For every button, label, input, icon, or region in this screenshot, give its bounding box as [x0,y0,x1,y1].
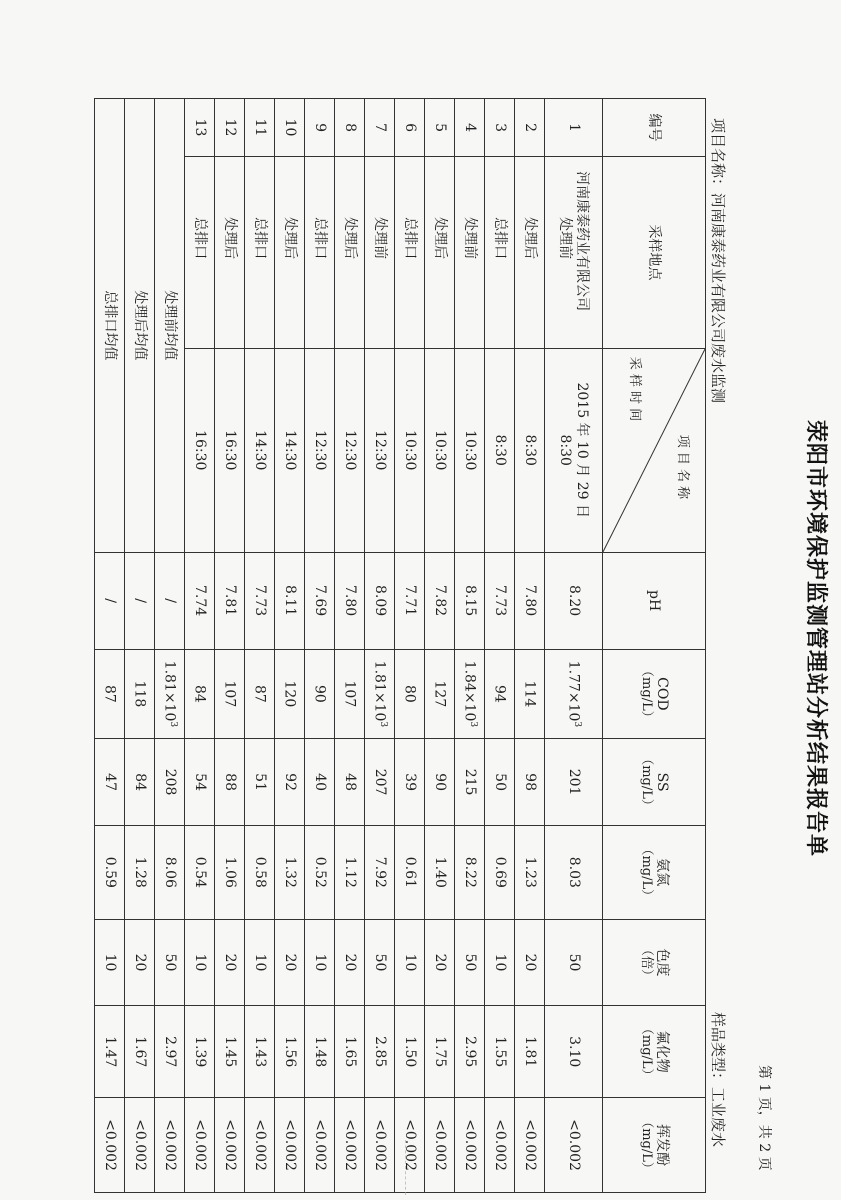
cod-value: 1.84×10 [461,660,478,722]
cell-time: 10:30 [395,348,425,552]
table-row [395,99,425,1193]
header-no: 编号 [603,99,706,157]
table-row [245,99,275,1193]
cell-phenol: <0.002 [335,1098,365,1193]
cell-color: 20 [215,919,245,1006]
cell-ph: 8.20 [545,552,603,649]
cell-fluoride: 1.47 [95,1006,125,1098]
cell-fluoride: 3.10 [545,1006,603,1098]
report-title: 荥阳市环境保护监测管理站分析结果报告单 [803,420,828,858]
phenol-label: 挥发酚 [653,1124,670,1167]
cell-cod [455,649,485,739]
cell-phenol: <0.002 [275,1098,305,1193]
cell-ammonia: 1.40 [425,825,455,919]
cod-value: 118 [131,680,148,708]
table-row [275,99,305,1193]
table-row [515,99,545,1193]
cod-exponent: 3 [167,721,178,728]
cell-ammonia: 0.58 [245,825,275,919]
cell-location: 总排口 [185,157,215,349]
cell-ph: 7.74 [185,552,215,649]
header-diagonal-cell [603,348,706,552]
cell-time: 14:30 [245,348,275,552]
cod-label: COD [653,677,670,711]
cell-cod [275,649,305,739]
cell-ammonia: 1.32 [275,825,305,919]
company-name: 河南康泰药业有限公司 [573,171,590,312]
location-label: 处理前 [557,217,574,260]
cod-value: 94 [491,684,508,703]
cell-ph: / [125,552,155,649]
cell-location: 处理前 [455,157,485,349]
cell-time [545,348,603,552]
cell-phenol: <0.002 [185,1098,215,1193]
cell-time: 16:30 [215,348,245,552]
cell-fluoride: 1.45 [215,1006,245,1098]
cell-ammonia: 8.22 [455,825,485,919]
cell-ammonia: 0.69 [485,825,515,919]
cell-color: 20 [425,919,455,1006]
cell-fluoride: 1.67 [125,1006,155,1098]
cell-cod [335,649,365,739]
cell-fluoride: 1.81 [515,1006,545,1098]
cell-location: 总排口 [305,157,335,349]
cell-ss: 54 [185,739,215,826]
cell-ph: 7.71 [395,552,425,649]
cell-ph: 7.73 [485,552,515,649]
cell-location: 处理前 [365,157,395,349]
cell-ph: / [155,552,185,649]
cell-location: 处理后 [275,157,305,349]
cell-color: 10 [305,919,335,1006]
cell-color: 50 [155,919,185,1006]
cell-location: 处理后 [335,157,365,349]
cell-cod [305,649,335,739]
cell-fluoride: 1.39 [185,1006,215,1098]
table-row [185,99,215,1193]
cell-ph: / [95,552,125,649]
cod-value: 107 [341,680,358,708]
cell-color: 20 [335,919,365,1006]
cell-phenol: <0.002 [95,1098,125,1193]
header-sample-time: 采 样 时 间 [627,356,642,422]
project-name: 项目名称：河南康泰药业有限公司废水监测 [709,118,727,404]
cell-phenol: <0.002 [215,1098,245,1193]
cell-ammonia: 0.61 [395,825,425,919]
cell-cod [395,649,425,739]
cod-value: 107 [221,680,238,708]
cell-ss: 215 [455,739,485,826]
cell-no: 9 [305,99,335,157]
cell-ss: 207 [365,739,395,826]
table-row [545,99,603,1193]
cell-phenol: <0.002 [545,1098,603,1193]
fluoride-label: 氟化物 [653,1030,670,1073]
cell-location: 总排口 [485,157,515,349]
cell-ss: 208 [155,739,185,826]
cod-value: 127 [431,680,448,708]
cell-ss: 88 [215,739,245,826]
results-table [94,98,706,1193]
ss-unit: （mg/L） [639,752,655,812]
stamp-mark [393,1140,406,1195]
table-row [335,99,365,1193]
cell-ph: 7.80 [515,552,545,649]
cell-ss: 90 [425,739,455,826]
color-label: 色度 [653,948,670,977]
table-row [215,99,245,1193]
cell-ss: 51 [245,739,275,826]
cell-location: 处理后 [515,157,545,349]
cell-ammonia: 1.12 [335,825,365,919]
cell-ph: 8.09 [365,552,395,649]
table-row [305,99,335,1193]
cell-color: 20 [125,919,155,1006]
cod-value: 87 [101,684,118,703]
cell-cod [215,649,245,739]
cell-phenol: <0.002 [305,1098,335,1193]
header-phenol [603,1098,706,1193]
phenol-unit: （mg/L） [639,1115,655,1175]
cod-unit: （mg/L） [639,664,655,724]
ammonia-unit: （mg/L） [639,842,655,903]
cell-phenol: <0.002 [425,1098,455,1193]
sample-type: 样品类型：工业废水 [709,1012,727,1148]
cell-no: 4 [455,99,485,157]
cell-color: 10 [485,919,515,1006]
cell-no: 3 [485,99,515,157]
cell-no: 12 [215,99,245,157]
cell-location: 总排口 [395,157,425,349]
cell-ss: 201 [545,739,603,826]
average-row [155,99,185,1193]
cell-time: 16:30 [185,348,215,552]
cell-cod [485,649,515,739]
cell-ammonia: 0.59 [95,825,125,919]
cell-phenol: <0.002 [245,1098,275,1193]
cell-color: 10 [95,919,125,1006]
cell-ph: 7.80 [335,552,365,649]
cell-time: 8:30 [485,348,515,552]
cell-fluoride: 1.65 [335,1006,365,1098]
cell-time: 12:30 [305,348,335,552]
cell-no: 2 [515,99,545,157]
cell-cod [155,649,185,739]
cell-location: 总排口 [245,157,275,349]
cod-value: 80 [401,684,418,703]
cod-value: 120 [281,680,298,708]
cell-color: 10 [185,919,215,1006]
cell-fluoride: 2.85 [365,1006,395,1098]
cell-fluoride: 1.75 [425,1006,455,1098]
cell-phenol: <0.002 [515,1098,545,1193]
table-header-row [603,99,706,1193]
cell-ss: 48 [335,739,365,826]
average-label: 处理前均值 [155,99,185,553]
cell-ph: 8.11 [275,552,305,649]
cell-phenol: <0.002 [395,1098,425,1193]
cell-ph: 7.82 [425,552,455,649]
fluoride-unit: （mg/L） [639,1021,655,1082]
cell-fluoride: 2.95 [455,1006,485,1098]
header-ss [603,739,706,826]
cell-location: 处理后 [425,157,455,349]
cell-color: 10 [245,919,275,1006]
cell-phenol: <0.002 [125,1098,155,1193]
cell-phenol: <0.002 [155,1098,185,1193]
cell-ph: 7.69 [305,552,335,649]
cell-cod [95,649,125,739]
cell-cod [185,649,215,739]
cod-value: 87 [251,684,268,703]
cell-no: 11 [245,99,275,157]
cod-exponent: 3 [377,721,388,728]
cell-time: 12:30 [365,348,395,552]
cell-ss: 84 [125,739,155,826]
cod-value: 84 [191,684,208,703]
cod-exponent: 3 [571,721,582,728]
cell-phenol: <0.002 [365,1098,395,1193]
cod-exponent: 3 [467,721,478,728]
cell-location: 处理后 [215,157,245,349]
page-info: 第 1 页，共 2 页 [756,1065,772,1171]
cell-fluoride: 2.97 [155,1006,185,1098]
time-label: 8:30 [557,434,574,466]
cell-ammonia: 1.28 [125,825,155,919]
cell-ammonia: 8.03 [545,825,603,919]
header-color [603,919,706,1006]
cell-ss: 50 [485,739,515,826]
cell-ammonia: 0.52 [305,825,335,919]
sample-date: 2015 年 10 月 29 日 [573,382,590,518]
cell-ammonia: 7.92 [365,825,395,919]
header-ph: pH [603,552,706,649]
cod-value: 1.81×10 [371,660,388,722]
cell-no: 7 [365,99,395,157]
table-row [425,99,455,1193]
cell-ph: 7.73 [245,552,275,649]
cod-value: 90 [311,684,328,703]
cell-color: 20 [275,919,305,1006]
cell-no: 5 [425,99,455,157]
cell-cod [425,649,455,739]
cod-value: 1.77×10 [565,660,582,722]
table-row [455,99,485,1193]
header-item-name: 项 目 名 称 [675,434,690,500]
header-cod [603,649,706,739]
cell-no: 8 [335,99,365,157]
cell-time: 12:30 [335,348,365,552]
cell-time: 10:30 [455,348,485,552]
cell-fluoride: 1.55 [485,1006,515,1098]
cell-ammonia: 1.23 [515,825,545,919]
average-label: 处理后均值 [125,99,155,553]
cell-ss: 98 [515,739,545,826]
color-unit: （倍） [639,943,655,983]
header-location: 采样地点 [603,157,706,349]
cell-no: 1 [545,99,603,157]
cell-color: 20 [515,919,545,1006]
cell-color: 10 [395,919,425,1006]
cod-value: 1.81×10 [161,660,178,722]
cell-cod [365,649,395,739]
cell-ammonia: 8.06 [155,825,185,919]
cell-cod [545,649,603,739]
cell-time: 10:30 [425,348,455,552]
cell-phenol: <0.002 [485,1098,515,1193]
cell-ammonia: 1.06 [215,825,245,919]
cell-cod [515,649,545,739]
header-fluoride [603,1006,706,1098]
average-label: 总排口均值 [95,99,125,553]
cell-phenol: <0.002 [455,1098,485,1193]
cell-color: 50 [545,919,603,1006]
cell-ss: 47 [95,739,125,826]
cell-fluoride: 1.48 [305,1006,335,1098]
cell-cod [245,649,275,739]
cell-no: 6 [395,99,425,157]
cell-fluoride: 1.50 [395,1006,425,1098]
ammonia-label: 氨氮 [653,858,670,887]
average-row [95,99,125,1193]
cell-fluoride: 1.43 [245,1006,275,1098]
cell-color: 50 [455,919,485,1006]
cell-no: 10 [275,99,305,157]
average-row [125,99,155,1193]
cell-ph: 8.15 [455,552,485,649]
table-body [95,99,603,1193]
cell-time: 14:30 [275,348,305,552]
table-row [485,99,515,1193]
cell-no: 13 [185,99,215,157]
cell-color: 50 [365,919,395,1006]
header-ammonia [603,825,706,919]
cell-ph: 7.81 [215,552,245,649]
cell-time: 8:30 [515,348,545,552]
cell-cod [125,649,155,739]
table-row [365,99,395,1193]
cell-ss: 92 [275,739,305,826]
cell-ss: 40 [305,739,335,826]
cell-ammonia: 0.54 [185,825,215,919]
cell-ss: 39 [395,739,425,826]
cell-location [545,157,603,349]
cell-fluoride: 1.56 [275,1006,305,1098]
ss-label: SS [653,772,670,792]
cod-value: 114 [521,680,538,708]
